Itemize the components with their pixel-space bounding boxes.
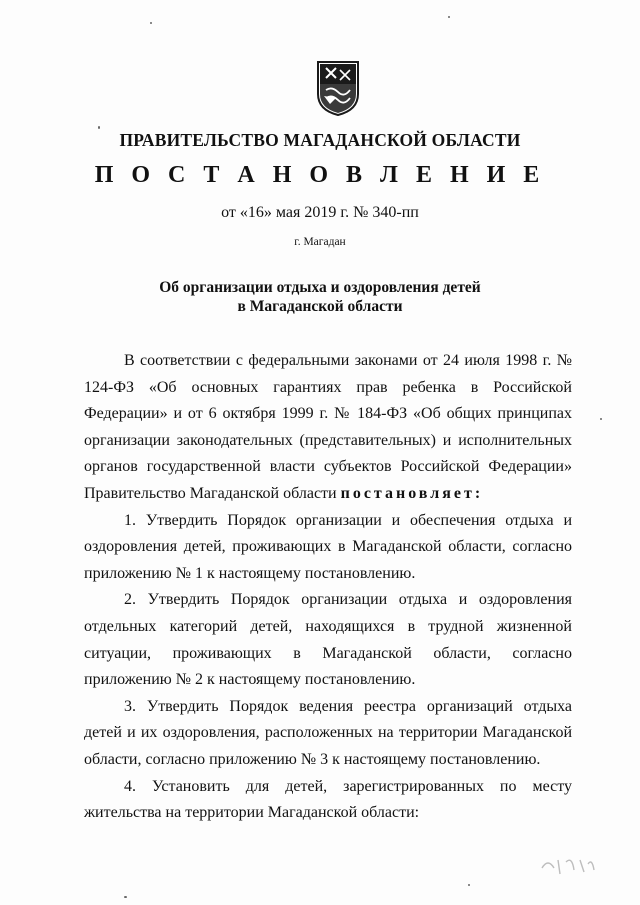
organization-name: ПРАВИТЕЛЬСТВО МАГАДАНСКОЙ ОБЛАСТИ [119,130,521,150]
scan-speck [468,884,470,886]
clause-3: 3. Утвердить Порядок ведения реестра организаций отдыха детей и их оздоровления, расположенных на территории Магаданской области, согласно приложению № 3 к настоящему постановлению. [84,697,572,768]
clause-2: 2. Утвердить Порядок организации отдыха и оздоровления отдельных категорий детей, находящихся в трудной жизненной ситуации, проживающих в Магаданской области, согласно приложению № 2 к настоящему постановлению. [84,591,572,689]
preamble-text: В соответствии с федеральными законами от 24 июля 1998 г. № 124-ФЗ «Об основных гарантиях прав ребенка в Российской Федерации» и от 6 октября 1999 г. № 184-ФЗ «Об общих принципах организации законодательных (представительных) и исполнительных органов государственной власти субъектов Российской Федерации» Правительство Магаданской области [84,352,572,502]
document-type: П О С Т А Н О В Л Е Н И Е [94,162,546,188]
document-city: г. Магадан [294,236,346,248]
preamble-paragraph [84,348,572,508]
faint-stamp-mark [538,852,598,878]
clause-1: 1. Утвердить Порядок организации и обеспечения отдыха и оздоровления детей, проживающих в Магаданской области, согласно приложению № 1 к настоящему постановлению. [84,511,572,582]
scan-speck [150,22,152,24]
scan-speck [448,16,450,18]
scan-speck [98,126,100,129]
decree-colon: : [474,484,484,502]
document-date-number: от «16» мая 2019 г. № 340-пп [221,204,419,221]
clause-4: 4. Установить для детей, зарегистрированных по месту жительства на территории Магаданской области: [84,777,572,822]
scan-speck [124,896,127,898]
coat-of-arms-icon [316,60,360,116]
decree-word: постановляет [340,484,475,502]
scan-speck [600,418,602,420]
document-title-line-1: Об организации отдыха и оздоровления детей [159,279,481,296]
document-title-line-2: в Магаданской области [237,298,403,315]
document-body [84,348,572,827]
document-title [0,278,640,316]
